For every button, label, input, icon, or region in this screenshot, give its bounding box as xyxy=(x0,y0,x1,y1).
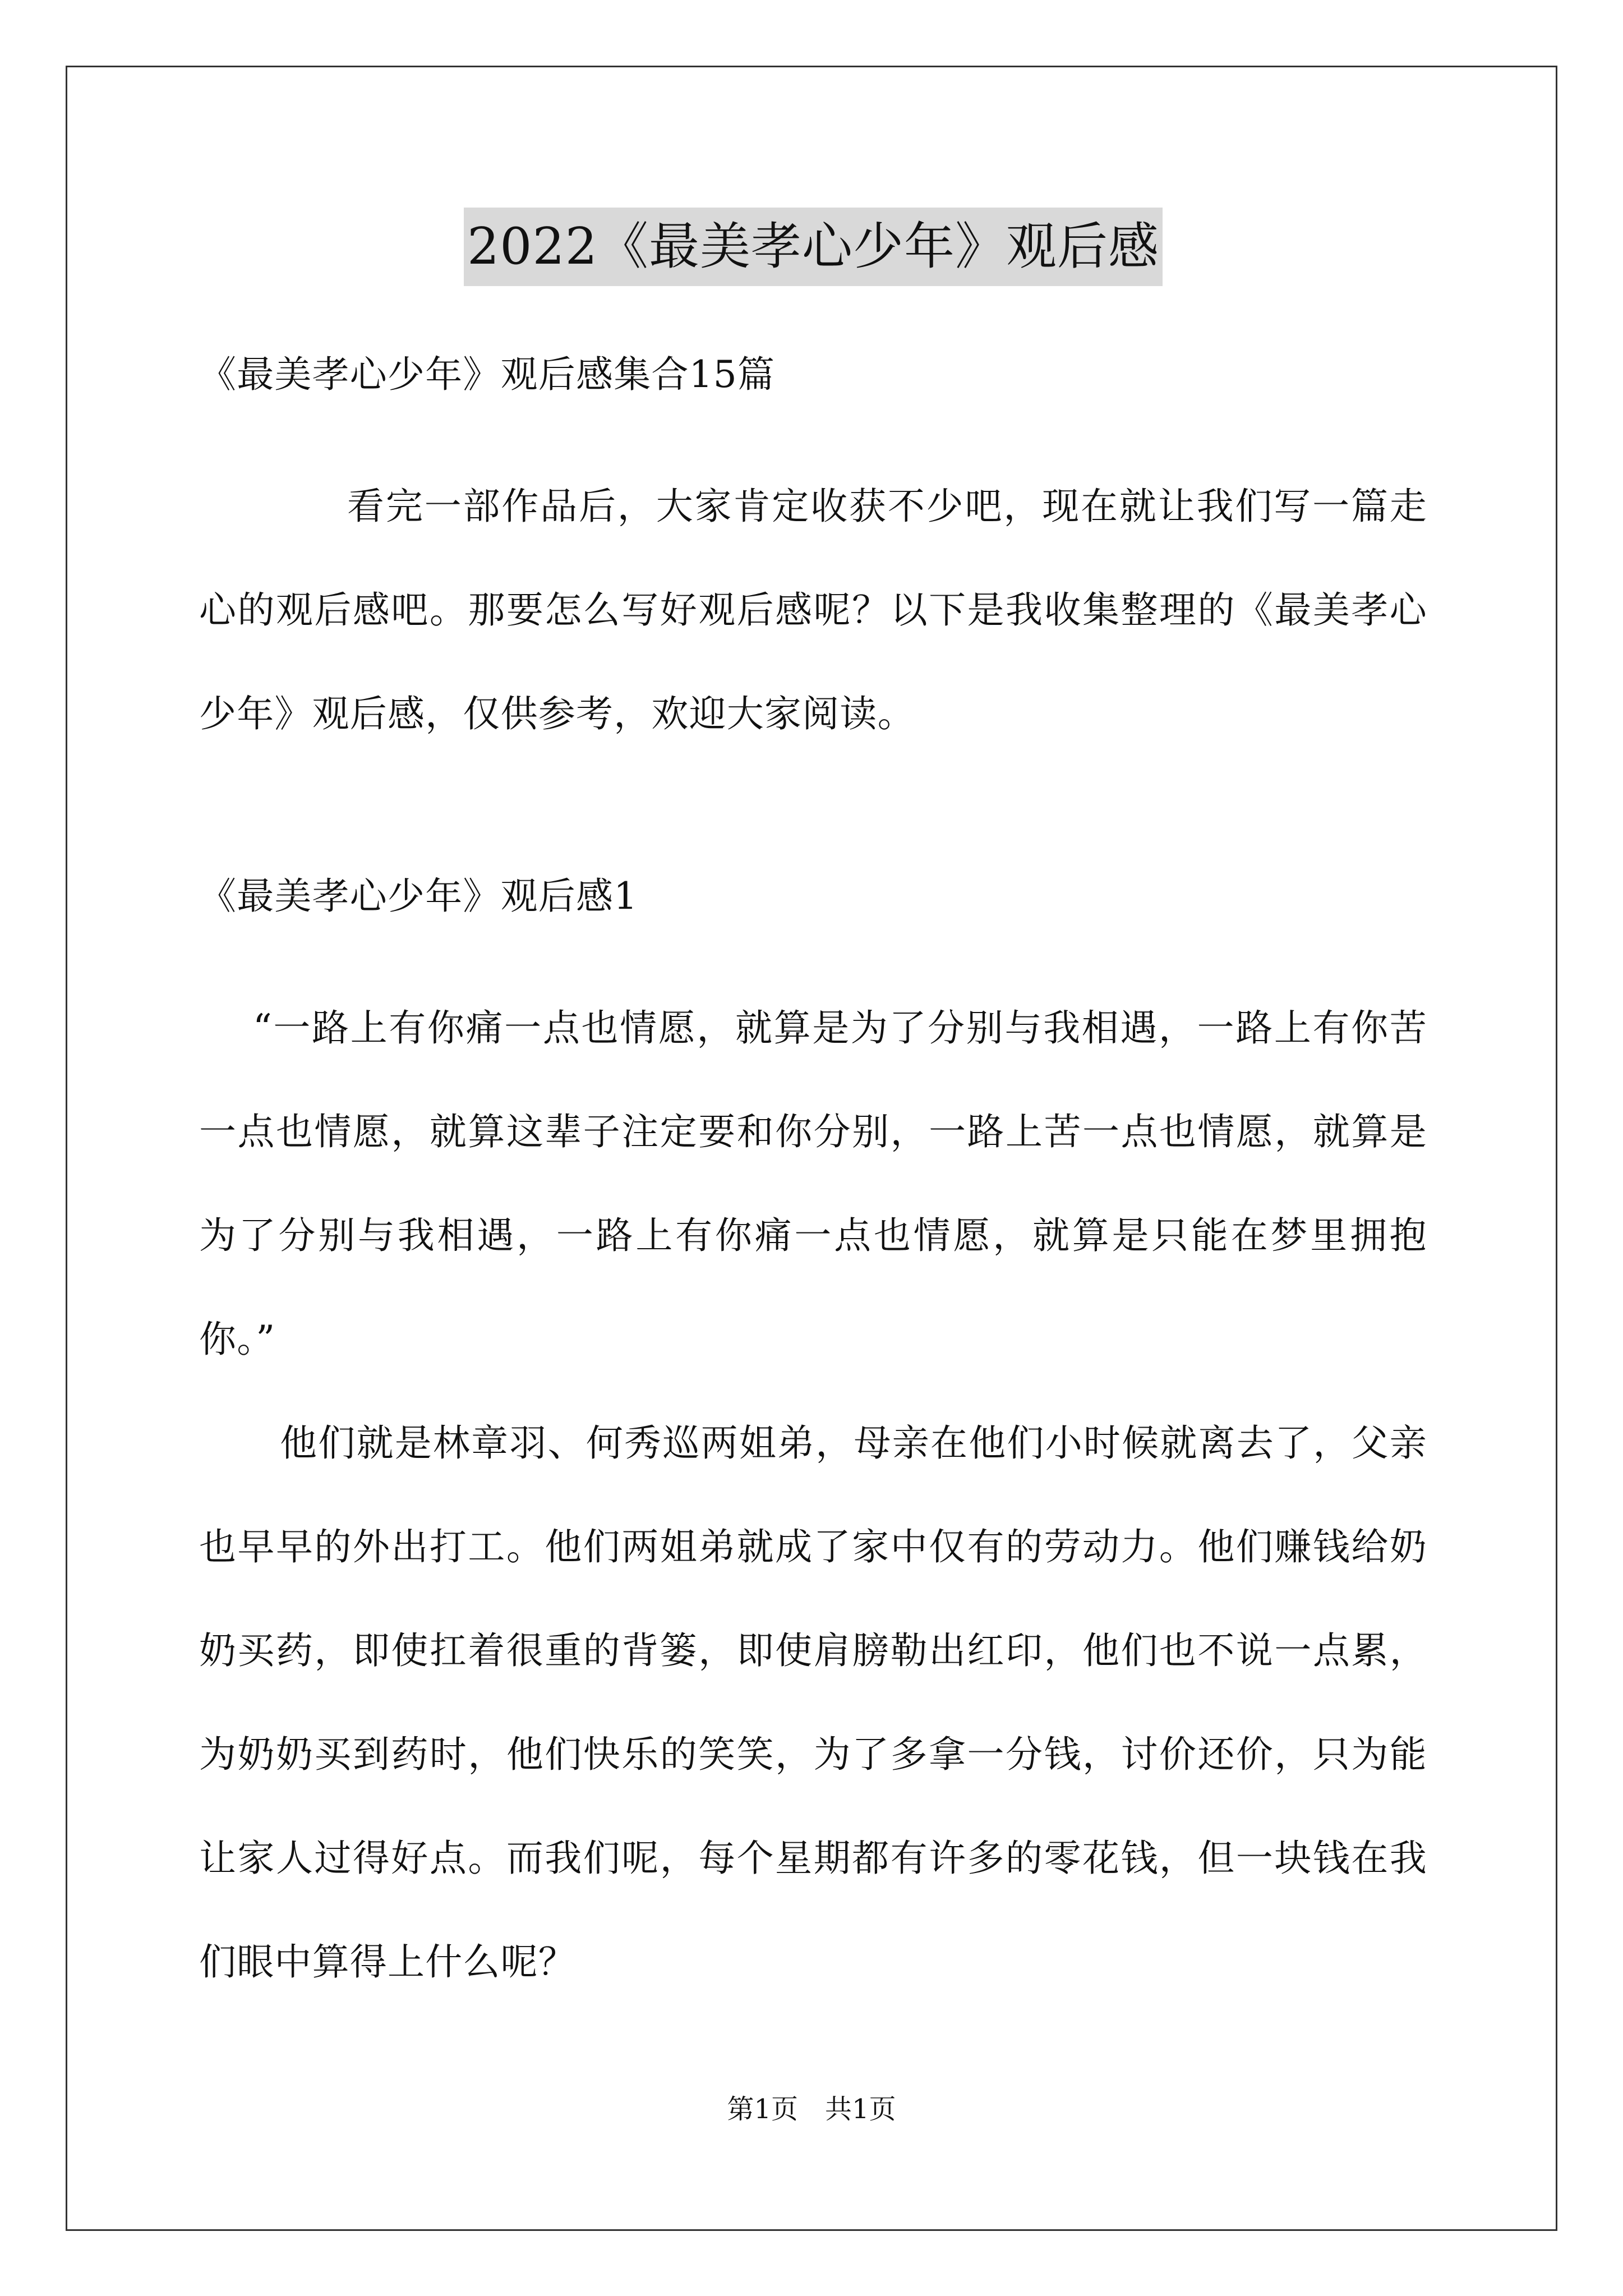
section-heading: 《最美孝心少年》观后感1 xyxy=(199,875,638,918)
document-body xyxy=(199,208,1427,2014)
body-paragraph: 他们就是林章羽、何秀巡两姐弟，母亲在他们小时候就离去了，父亲也早早的外出打工。他们两姐弟就成了家中仅有的劳动力。他们赚钱给奶奶买药，即使扛着很重的背篓，即使肩膀勒出红印，他们也不说一点累，为奶奶买到药时，他们快乐的笑笑，为了多拿一分钱，讨价还价，只为能让家人过得好点。而我们呢，每个星期都有许多的零花钱，但一块钱在我们眼中算得上什么呢？ xyxy=(199,1421,1427,1984)
intro-paragraph: 看完一部作品后，大家肯定收获不少吧，现在就让我们写一篇走心的观后感吧。那要怎么写好观后感呢？以下是我收集整理的《最美孝心少年》观后感，仅供参考，欢迎大家阅读。 xyxy=(199,485,1427,735)
quote-paragraph: “一路上有你痛一点也情愿，就算是为了分别与我相遇，一路上有你苦一点也情愿，就算这辈子注定要和你分别，一路上苦一点也情愿，就算是为了分别与我相遇，一路上有你痛一点也情愿，就算是只能在梦里拥抱你。” xyxy=(199,1006,1427,1361)
title-wrapper xyxy=(199,208,1427,286)
document-subtitle: 《最美孝心少年》观后感集合15篇 xyxy=(199,353,776,396)
page-footer: 第1页 共1页 xyxy=(727,2093,896,2125)
document-title: 2022《最美孝心少年》观后感 xyxy=(464,208,1163,286)
